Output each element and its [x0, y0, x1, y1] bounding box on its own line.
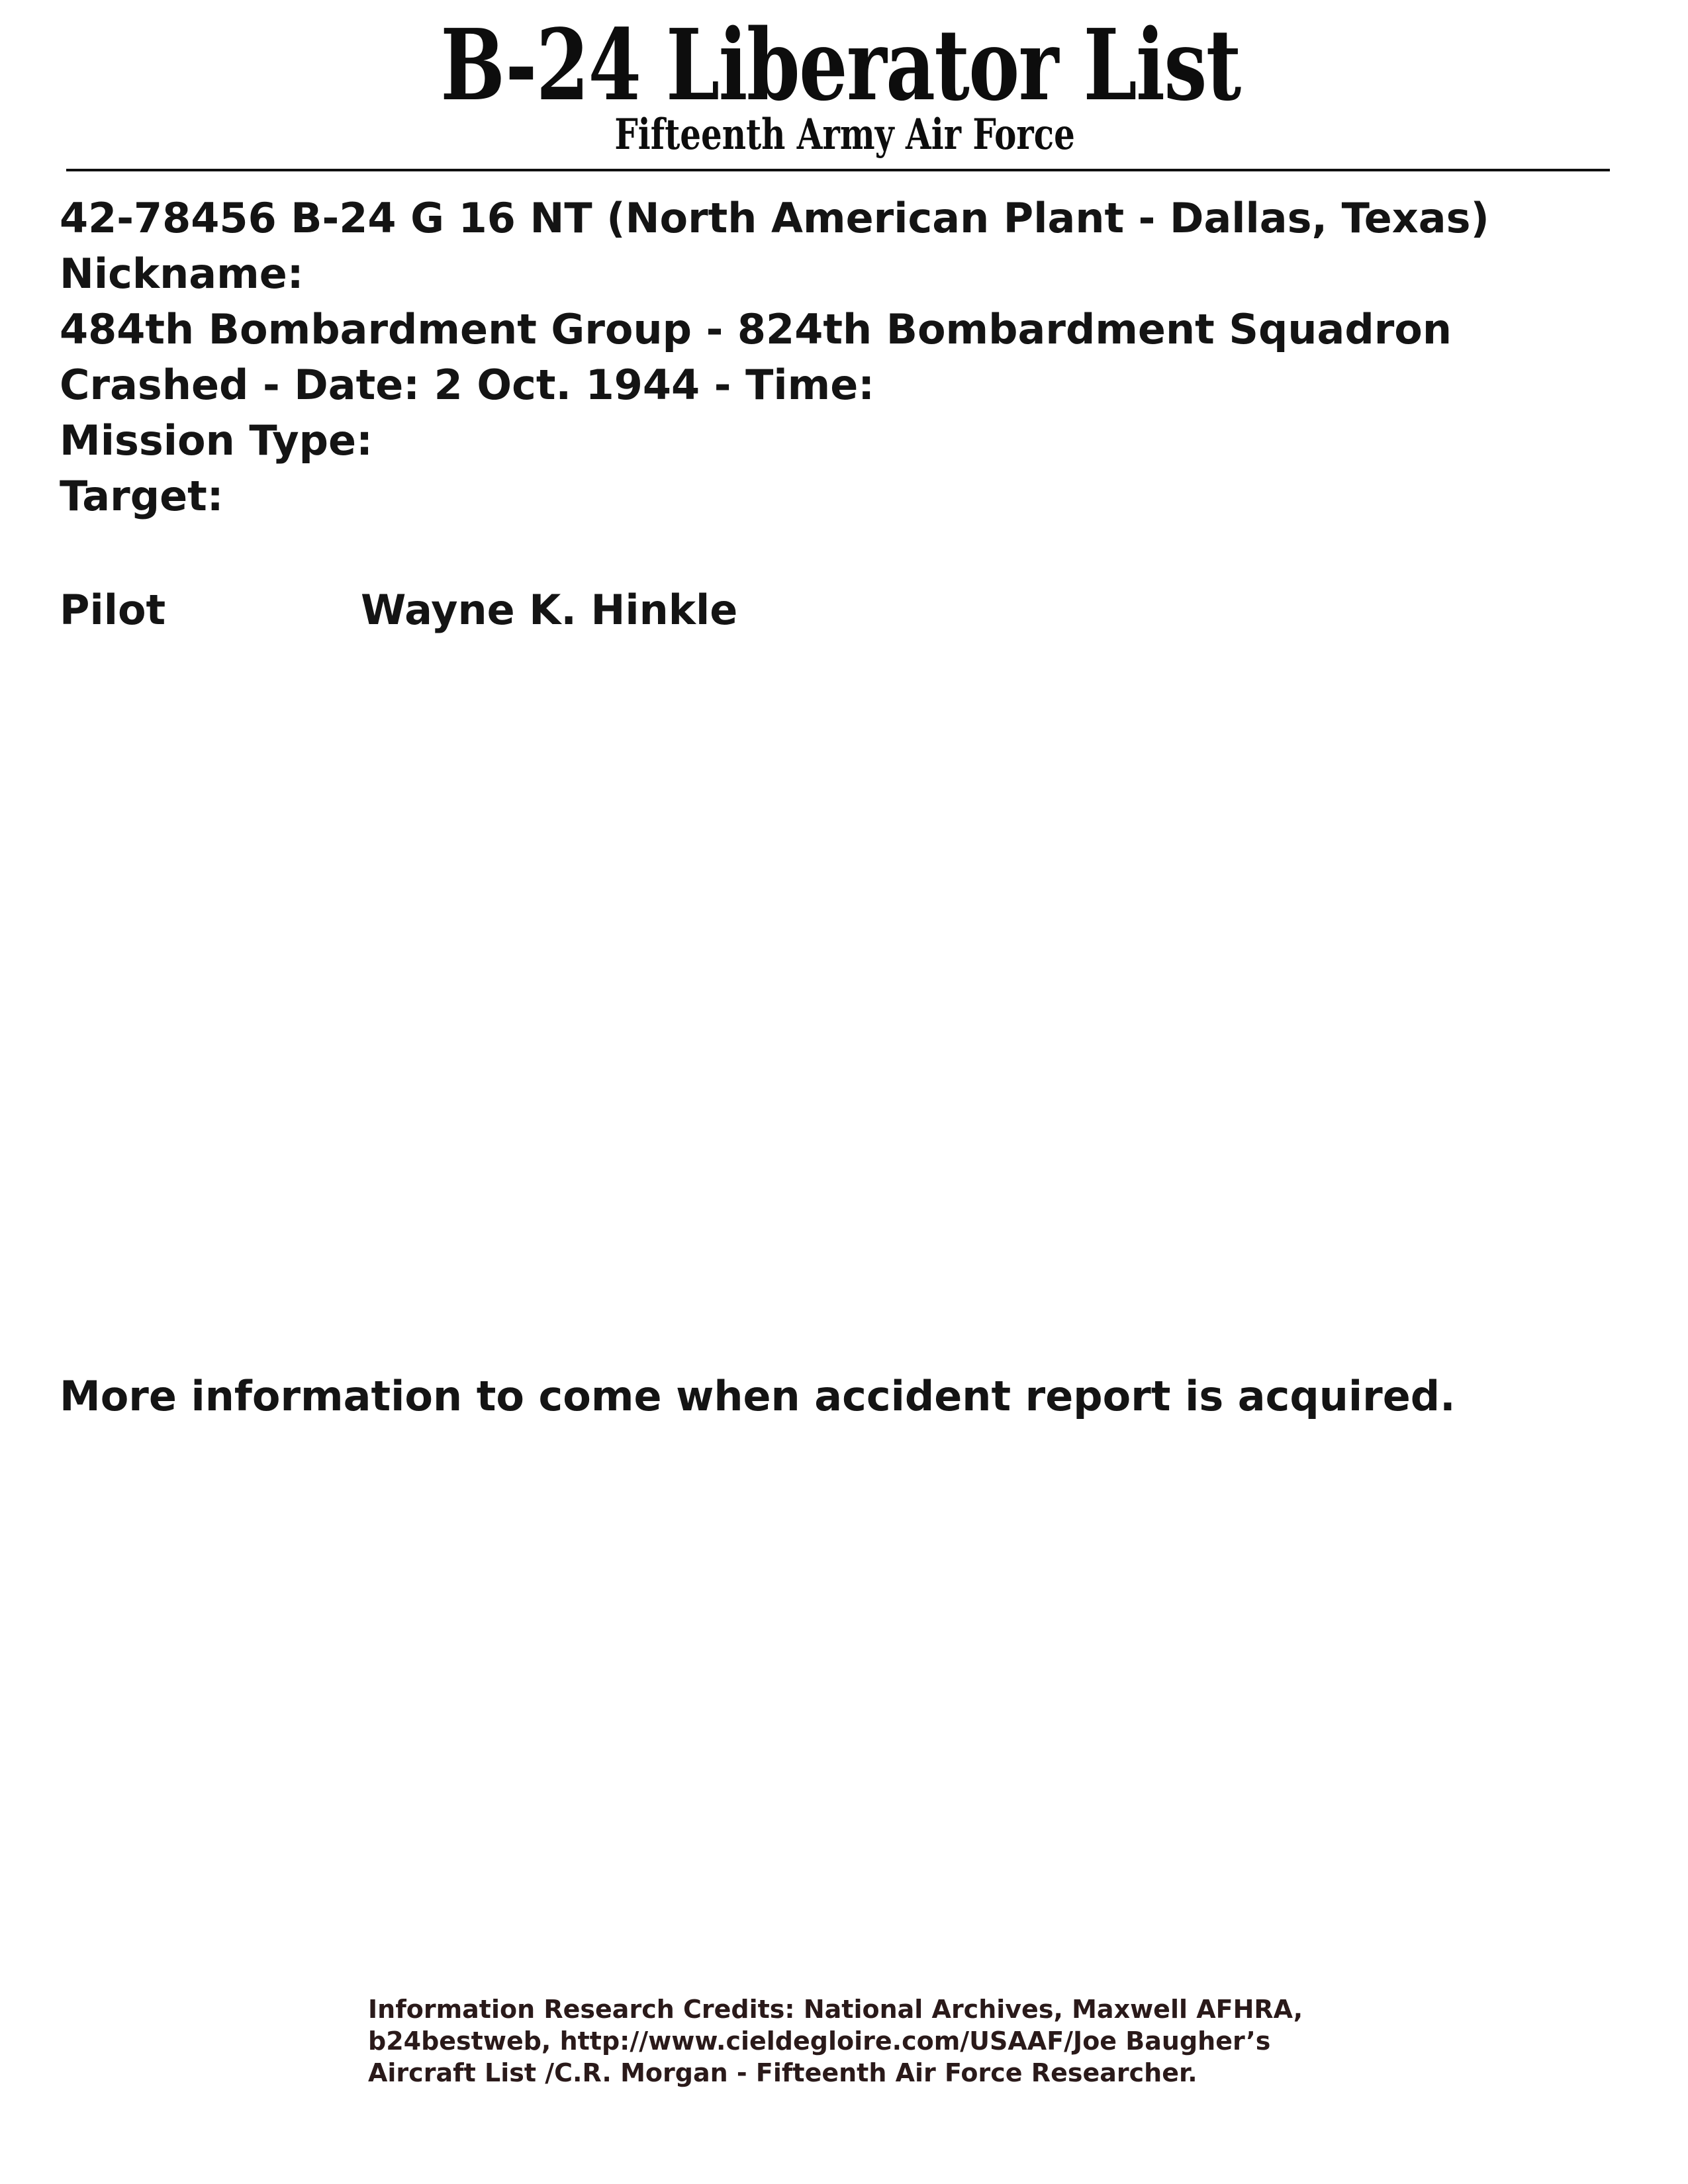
mission-type-line: Mission Type:	[60, 416, 373, 465]
credits-line: b24bestweb, http://www.cieldegloire.com/USAAF/Joe Baugher’s	[368, 2026, 1271, 2056]
target-line: Target:	[60, 472, 224, 520]
page-title: B-24 Liberator List	[440, 7, 1241, 122]
crew-name-pilot: Wayne K. Hinkle	[361, 586, 738, 634]
more-info-note: More information to come when accident report is acquired.	[60, 1372, 1456, 1420]
crew-role-pilot: Pilot	[60, 586, 166, 634]
credits-line: Aircraft List /C.R. Morgan - Fifteenth Air Force Researcher.	[368, 2058, 1197, 2087]
nickname-line: Nickname:	[60, 250, 304, 298]
page-subtitle: Fifteenth Army Air Force	[614, 110, 1075, 159]
crash-status-line: Crashed - Date: 2 Oct. 1944 - Time:	[60, 361, 875, 409]
aircraft-serial-line: 42-78456 B-24 G 16 NT (North American Plant - Dallas, Texas)	[60, 194, 1489, 242]
credits-line: Information Research Credits: National Archives, Maxwell AFHRA,	[368, 1995, 1303, 2024]
unit-line: 484th Bombardment Group - 824th Bombardment Squadron	[60, 305, 1452, 353]
header-divider	[66, 169, 1610, 171]
research-credits	[368, 1993, 1361, 2089]
